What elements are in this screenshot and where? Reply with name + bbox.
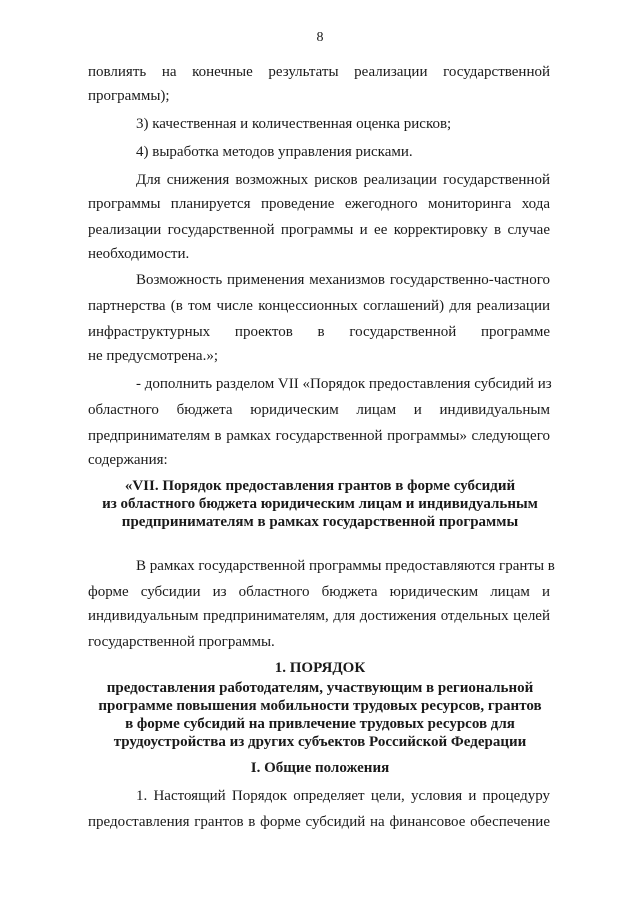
paragraph-line: программы планируется проведение ежегодного мониторинга хода [88,196,550,212]
section-heading: «VII. Порядок предоставления грантов в форме субсидий [124,478,516,494]
paragraph-line: государственной программы. [88,634,275,650]
paragraph-line: областного бюджета юридическим лицам и индивидуальным [88,402,550,418]
paragraph-line: содержания: [88,452,168,468]
paragraph-line: не предусмотрена.»; [88,348,219,364]
paragraph-line: партнерства (в том числе концессионных соглашений) для реализации [88,298,550,314]
list-item: 3) качественная и количественная оценка рисков; [136,116,452,132]
section-heading: 1. ПОРЯДОК [274,660,366,676]
paragraph-line: 1. Настоящий Порядок определяет цели, условия и процедуру [136,788,550,804]
section-heading: трудоустройства из других субъектов Российской Федерации [113,734,527,750]
list-item: 4) выработка методов управления рисками. [136,144,413,160]
section-heading: из областного бюджета юридическим лицам и индивидуальным [102,496,538,512]
paragraph-line: индивидуальным предпринимателям, для достижения отдельных целей [88,608,550,624]
paragraph-line: реализации государственной программы и ее корректировку в случае [88,222,550,238]
subsection-heading: I. Общие положения [250,760,390,776]
paragraph-line: форме субсидии из областного бюджета юридическим лицам и [88,584,550,600]
section-heading: программе повышения мобильности трудовых ресурсов, грантов [98,698,542,714]
paragraph-line: программы); [88,88,170,104]
paragraph-line: необходимости. [88,246,190,262]
paragraph-line: повлиять на конечные результаты реализации государственной [88,64,550,80]
section-heading: предпринимателям в рамках государственной программы [121,514,519,530]
section-heading: предоставления работодателям, участвующим в региональной [106,680,534,696]
paragraph-line: В рамках государственной программы предоставляются гранты в [136,558,555,574]
paragraph-line: инфраструктурных проектов в государственной программе [88,324,550,340]
paragraph-line: предоставления грантов в форме субсидий на финансовое обеспечение [88,814,550,830]
paragraph-line: - дополнить разделом VII «Порядок предоставления субсидий из [136,376,552,392]
paragraph-line: Для снижения возможных рисков реализации государственной [136,172,550,188]
section-heading: в форме субсидий на привлечение трудовых ресурсов для [125,716,515,732]
page-number: 8 [316,30,324,45]
paragraph-line: предпринимателям в рамках государственной программы» следующего [88,428,550,444]
paragraph-line: Возможность применения механизмов государственно-частного [136,272,550,288]
